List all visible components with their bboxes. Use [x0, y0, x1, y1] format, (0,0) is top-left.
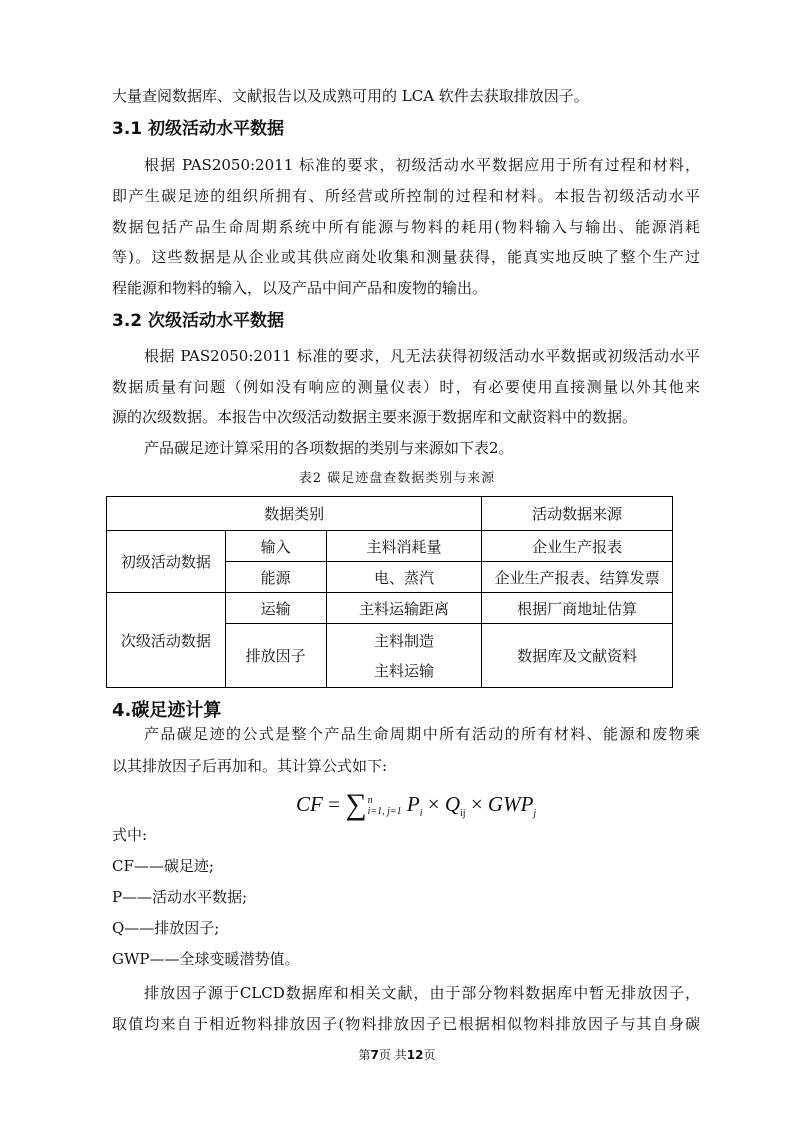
paragraph-line: 源的次级数据。本报告中次级活动数据主要来源于数据库和文献资料中的数据。 [112, 408, 638, 426]
paragraph-line: 根据 PAS2050:2011 标准的要求，初级活动水平数据应用于所有过程和材料， [144, 156, 700, 174]
cell-item-line: 主料运输 [373, 661, 434, 680]
group-label: 次级活动数据 [107, 593, 226, 688]
where-label: 式中: [112, 826, 148, 844]
sigma-upper: n [367, 795, 373, 807]
definition-line: P——活动水平数据; [112, 888, 248, 906]
table-row [107, 593, 673, 624]
definition-line: Q——排放因子; [112, 919, 220, 937]
sigma-symbol: ∑ [345, 788, 367, 821]
table-caption: 表2 碳足迹盘查数据类别与来源 [298, 471, 496, 486]
cell-item [326, 624, 482, 688]
sigma-limits [368, 795, 402, 817]
page-footer [0, 1046, 794, 1063]
paragraph-line: 根据 PAS2050:2011 标准的要求，凡无法获得初级活动水平数据或初级活动水平 [144, 347, 700, 365]
formula-p: P [406, 792, 420, 816]
paragraph-line: 等)。这些数据是从企业或其供应商处收集和测量获得，能真实地反映了整个生产过 [112, 248, 700, 266]
cell-item: 电、蒸汽 [326, 562, 482, 593]
paragraph-line: 产品碳足迹的公式是整个产品生命周期中所有活动的所有材料、能源和废物乘 [144, 725, 700, 743]
group-label: 初级活动数据 [107, 531, 226, 593]
cell-type: 输入 [225, 531, 326, 562]
formula-gwp: GWP [487, 792, 534, 816]
carbon-footprint-formula [296, 785, 536, 821]
current-page-number: 7 [370, 1048, 379, 1062]
cell-source: 企业生产报表、结算发票 [482, 562, 673, 593]
section-3-1-heading: 3.1 初级活动水平数据 [112, 119, 285, 139]
paragraph-line: 程能源和物料的输入，以及产品中间产品和废物的输出。 [112, 279, 488, 297]
intro-line: 大量查阅数据库、文献报告以及成熟可用的 LCA 软件去获取排放因子。 [112, 87, 589, 105]
header-category: 数据类别 [107, 497, 482, 531]
cell-source: 企业生产报表 [482, 531, 673, 562]
table-header-row [107, 497, 673, 531]
formula-eq: = [328, 792, 340, 816]
formula-q: Q [444, 792, 461, 816]
formula-lhs: CF [296, 792, 323, 816]
paragraph-line: 数据包括产品生命周期系统中所有能源与物料的耗用(物料输入与输出、能源消耗 [112, 218, 700, 236]
paragraph-line: 取值均来自于相近物料排放因子(物料排放因子已根据相似物料排放因子与其自身碳 [112, 1015, 700, 1033]
formula-p-sub: i [419, 808, 423, 820]
paragraph-line: 排放因子源于CLCD数据库和相关文献，由于部分物料数据库中暂无排放因子， [144, 984, 700, 1002]
data-source-table [106, 496, 673, 688]
table-row [107, 531, 673, 562]
cell-item-line: 主料制造 [373, 631, 434, 650]
formula-gwp-sub: j [533, 808, 537, 820]
footer-post: 页 [423, 1048, 436, 1062]
section-4-heading: 4.碳足迹计算 [112, 700, 222, 721]
section-3-2-heading: 3.2 次级活动水平数据 [112, 311, 285, 331]
paragraph-line: 即产生碳足迹的组织所拥有、所经营或所控制的过程和材料。本报告初级活动水平 [112, 187, 700, 205]
cell-item: 主料运输距离 [326, 593, 482, 624]
paragraph-line: 以其排放因子后再加和。其计算公式如下: [112, 757, 388, 775]
formula-times: × [427, 792, 440, 816]
total-pages-number: 12 [406, 1048, 424, 1062]
paragraph-line: 产品碳足迹计算采用的各项数据的类别与来源如下表2。 [144, 439, 514, 457]
definition-line: CF——碳足迹; [112, 857, 214, 875]
header-source: 活动数据来源 [482, 497, 673, 531]
formula-q-sub: ij [460, 808, 466, 820]
cell-type: 运输 [225, 593, 326, 624]
footer-pre: 第 [358, 1048, 371, 1062]
footer-mid: 页 共 [378, 1048, 407, 1062]
paragraph-line: 数据质量有问题（例如没有响应的测量仪表）时，有必要使用直接测量以外其他来 [112, 378, 700, 396]
formula-times: × [470, 792, 483, 816]
definition-line: GWP——全球变暖潜势值。 [112, 950, 300, 968]
cell-item: 主料消耗量 [326, 531, 482, 562]
cell-type: 排放因子 [225, 624, 326, 688]
cell-type: 能源 [225, 562, 326, 593]
sigma-lower: i=1, j=1 [367, 806, 402, 818]
cell-source: 根据厂商地址估算 [482, 593, 673, 624]
cell-source: 数据库及文献资料 [482, 624, 673, 688]
